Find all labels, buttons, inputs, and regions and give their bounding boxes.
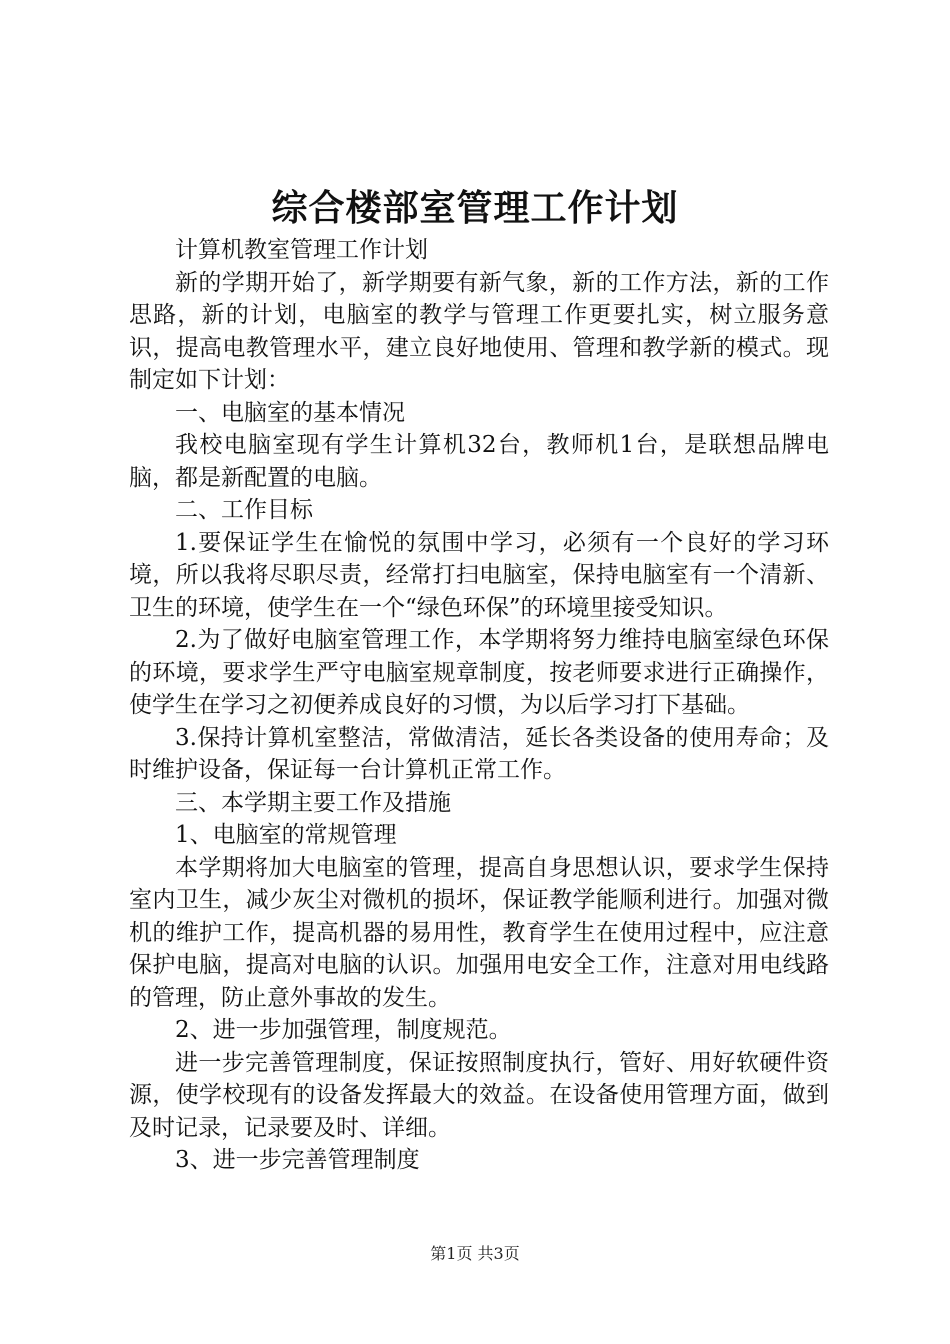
- subheading-improve-system: 3、进一步完善管理制度: [175, 1147, 420, 1173]
- section-heading-3: 三、本学期主要工作及措施: [175, 789, 451, 816]
- paragraph-routine-management: 本学期将加大电脑室的管理，提高自身思想认识，要求学生保持室内卫生，减少灰尘对微机的损坏，保证教学能顺利进行。加强对微机的维护工作，提高机器的易用性，教育学生在使用过程中，应注意保护电脑，提高对电脑的认识。加强用电安全工作，注意对用电线路的管理，防止意外事故的发生。: [129, 854, 829, 1011]
- paragraph-intro: 新的学期开始了，新学期要有新气象，新的工作方法，新的工作思路，新的计划，电脑室的教学与管理工作更要扎实，树立服务意识，提高电教管理水平，建立良好地使用、管理和教学新的模式。现制定如下计划：: [129, 269, 829, 393]
- paragraph-goal-2: 2.为了做好电脑室管理工作，本学期将努力维持电脑室绿色环保的环境，要求学生严守电脑室规章制度，按老师要求进行正确操作，使学生在学习之初便养成良好的习惯，为以后学习打下基础。: [129, 627, 829, 718]
- paragraph-goal-1: 1.要保证学生在愉悦的氛围中学习，必须有一个良好的学习环境，所以我将尽职尽责，经常打扫电脑室，保持电脑室有一个清新、卫生的环境，使学生在一个“绿色环保”的环境里接受知识。: [129, 529, 829, 621]
- subheading-strengthen-management: 2、进一步加强管理，制度规范。: [175, 1017, 512, 1043]
- page-footer: 第1页 共3页: [430, 1244, 520, 1263]
- paragraph-basic-info: 我校电脑室现有学生计算机32台，教师机1台，是联想品牌电脑，都是新配置的电脑。: [129, 432, 829, 491]
- paragraph-goal-3: 3.保持计算机室整洁，常做清洁，延长各类设备的使用寿命；及时维护设备，保证每一台计算机正常工作。: [129, 724, 829, 783]
- paragraph-strengthen-management: 进一步完善管理制度，保证按照制度执行，管好、用好软硬件资源，使学校现有的设备发挥最大的效益。在设备使用管理方面，做到及时记录，记录要及时、详细。: [129, 1049, 829, 1141]
- document-title: 综合楼部室管理工作计划: [271, 187, 679, 229]
- section-heading-1: 一、电脑室的基本情况: [175, 399, 405, 426]
- subheading-routine-management: 1、电脑室的常规管理: [175, 822, 397, 848]
- paragraph-subtitle: 计算机教室管理工作计划: [175, 237, 428, 263]
- section-heading-2: 二、工作目标: [175, 497, 313, 523]
- document-body: [129, 234, 829, 1177]
